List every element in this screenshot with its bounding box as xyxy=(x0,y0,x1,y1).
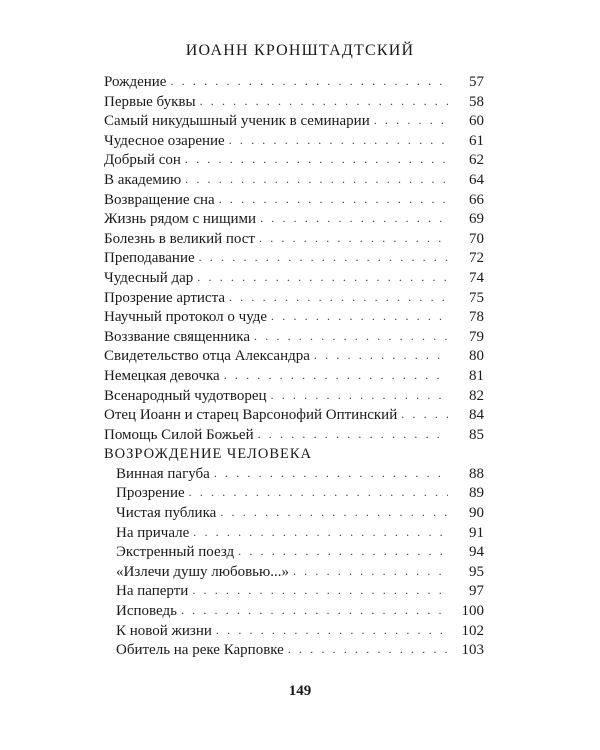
toc-entry xyxy=(104,289,484,309)
toc-entry-title: В академию xyxy=(104,171,182,188)
dot-leader xyxy=(259,229,448,249)
toc-entry-title: Прозрение артиста xyxy=(104,289,225,306)
toc-subentry xyxy=(104,524,484,544)
toc-entry-page: 70 xyxy=(469,230,484,247)
toc-entry-page: 91 xyxy=(469,524,484,541)
toc-entry-page: 84 xyxy=(469,407,484,424)
toc-entry-title: Немецкая девочка xyxy=(104,367,220,384)
toc-entry xyxy=(104,191,484,211)
dot-leader xyxy=(314,346,448,366)
dot-leader xyxy=(374,111,448,131)
section-heading: ВОЗРОЖДЕНИЕ ЧЕЛОВЕКА xyxy=(104,446,312,463)
dot-leader xyxy=(229,131,448,151)
dot-leader xyxy=(216,621,448,641)
toc-entry-title: Болезнь в великий пост xyxy=(104,230,255,247)
toc-entry xyxy=(104,73,484,93)
toc-entry-page: 88 xyxy=(469,465,484,482)
dot-leader xyxy=(293,562,448,582)
toc-entry-page: 78 xyxy=(469,309,484,326)
dot-leader xyxy=(185,150,448,170)
toc-entry-title: Воззвание священника xyxy=(104,328,250,345)
toc-entry-title: Исповедь xyxy=(116,603,177,620)
toc-entry xyxy=(104,387,484,407)
toc-entry-title: Всенародный чудотворец xyxy=(104,387,267,404)
dot-leader xyxy=(193,523,448,543)
toc-entry-title: Прозрение xyxy=(116,485,185,502)
toc-entry-title: На паперти xyxy=(116,583,189,600)
dot-leader xyxy=(271,386,448,406)
toc-entry xyxy=(104,269,484,289)
toc-entry-page: 97 xyxy=(469,583,484,600)
dot-leader xyxy=(189,483,448,503)
dot-leader xyxy=(219,190,448,210)
toc-entry-page: 75 xyxy=(469,289,484,306)
toc-entry-page: 103 xyxy=(461,642,484,659)
toc-entry xyxy=(104,132,484,152)
toc-entry xyxy=(104,367,484,387)
toc-entry-title: Отец Иоанн и старец Варсонофий Оптинский xyxy=(104,407,398,424)
toc-subentry xyxy=(104,622,484,642)
toc-entry-title: Обитель на реке Карповке xyxy=(116,642,284,659)
table-of-contents xyxy=(104,73,484,661)
toc-entry-page: 82 xyxy=(469,387,484,404)
toc-entry xyxy=(104,406,484,426)
dot-leader xyxy=(192,581,448,601)
dot-leader xyxy=(199,248,448,268)
toc-entry-title: Чудесное озарение xyxy=(104,132,225,149)
page-number: 149 xyxy=(288,683,312,699)
toc-entry-page: 60 xyxy=(469,113,484,130)
toc-entry-title: Первые буквы xyxy=(104,93,196,110)
toc-entry-title: Чудесный дар xyxy=(104,269,194,286)
toc-entry-page: 61 xyxy=(469,132,484,149)
toc-entry xyxy=(104,210,484,230)
toc-subentry xyxy=(104,602,484,622)
toc-subentry xyxy=(104,582,484,602)
toc-entry-page: 94 xyxy=(469,544,484,561)
toc-entry xyxy=(104,112,484,132)
toc-subentry xyxy=(104,504,484,524)
dot-leader xyxy=(271,307,448,327)
toc-entry-page: 80 xyxy=(469,348,484,365)
toc-entry xyxy=(104,171,484,191)
toc-entry xyxy=(104,426,484,446)
toc-entry-page: 85 xyxy=(469,426,484,443)
toc-entry xyxy=(104,151,484,171)
dot-leader xyxy=(254,327,448,347)
dot-leader xyxy=(170,72,448,92)
dot-leader xyxy=(197,268,448,288)
toc-entry xyxy=(104,308,484,328)
toc-entry-page: 62 xyxy=(469,152,484,169)
running-head: ИОАНН КРОНШТАДТСКИЙ xyxy=(185,42,415,59)
toc-entry-title: Жизнь рядом с нищими xyxy=(104,211,257,228)
toc-entry-page: 57 xyxy=(469,74,484,90)
toc-entry-title: Винная пагуба xyxy=(116,465,210,482)
toc-entry xyxy=(104,328,484,348)
toc-entry-title: Возвращение сна xyxy=(104,191,215,208)
toc-entry xyxy=(104,93,484,113)
dot-leader xyxy=(401,405,448,425)
toc-subentry xyxy=(104,543,484,563)
toc-entry-page: 102 xyxy=(461,622,484,639)
toc-subentry xyxy=(104,484,484,504)
dot-leader xyxy=(288,640,448,660)
dot-leader xyxy=(238,542,448,562)
toc-entry-page: 90 xyxy=(469,505,484,522)
toc-entry xyxy=(104,230,484,250)
toc-entry-page: 74 xyxy=(469,269,484,286)
dot-leader xyxy=(260,209,448,229)
toc-entry-page: 69 xyxy=(469,211,484,228)
toc-entry-page: 66 xyxy=(469,191,484,208)
dot-leader xyxy=(181,601,448,621)
toc-entry-title: Экстренный поезд xyxy=(116,544,235,561)
toc-entry-title: Свидетельство отца Александра xyxy=(104,348,310,365)
toc-entry-page: 89 xyxy=(469,485,484,502)
toc-entry-page: 81 xyxy=(469,367,484,384)
dot-leader xyxy=(220,503,448,523)
toc-entry-title: Помощь Силой Божьей xyxy=(104,426,254,443)
toc-entry-title: Добрый сон xyxy=(104,152,181,169)
toc-entry-title: На причале xyxy=(116,524,190,541)
toc-entry xyxy=(104,347,484,367)
dot-leader xyxy=(214,464,448,484)
toc-entry-title: Рождение xyxy=(104,74,167,90)
toc-subentry xyxy=(104,563,484,583)
toc-entry-title: Научный протокол о чуде xyxy=(104,309,268,326)
toc-entry xyxy=(104,249,484,269)
toc-entry-page: 64 xyxy=(469,171,484,188)
toc-entry-page: 79 xyxy=(469,328,484,345)
toc-entry-title: Преподавание xyxy=(104,250,195,267)
toc-subentry xyxy=(104,465,484,485)
dot-leader xyxy=(229,288,448,308)
dot-leader xyxy=(224,366,448,386)
dot-leader xyxy=(185,170,448,190)
toc-entry-page: 100 xyxy=(461,603,484,620)
toc-entry-title: Самый никудышный ученик в семинарии xyxy=(104,113,370,130)
toc-entry-page: 58 xyxy=(469,93,484,110)
dot-leader xyxy=(258,425,448,445)
dot-leader xyxy=(200,92,448,112)
toc-entry-page: 72 xyxy=(469,250,484,267)
toc-entry-title: К новой жизни xyxy=(116,622,212,639)
toc-entry-title: Чистая публика xyxy=(116,505,217,522)
toc-subentry xyxy=(104,641,484,661)
toc-entry-title: «Излечи душу любовью...» xyxy=(116,563,289,580)
toc-entry-page: 95 xyxy=(469,563,484,580)
